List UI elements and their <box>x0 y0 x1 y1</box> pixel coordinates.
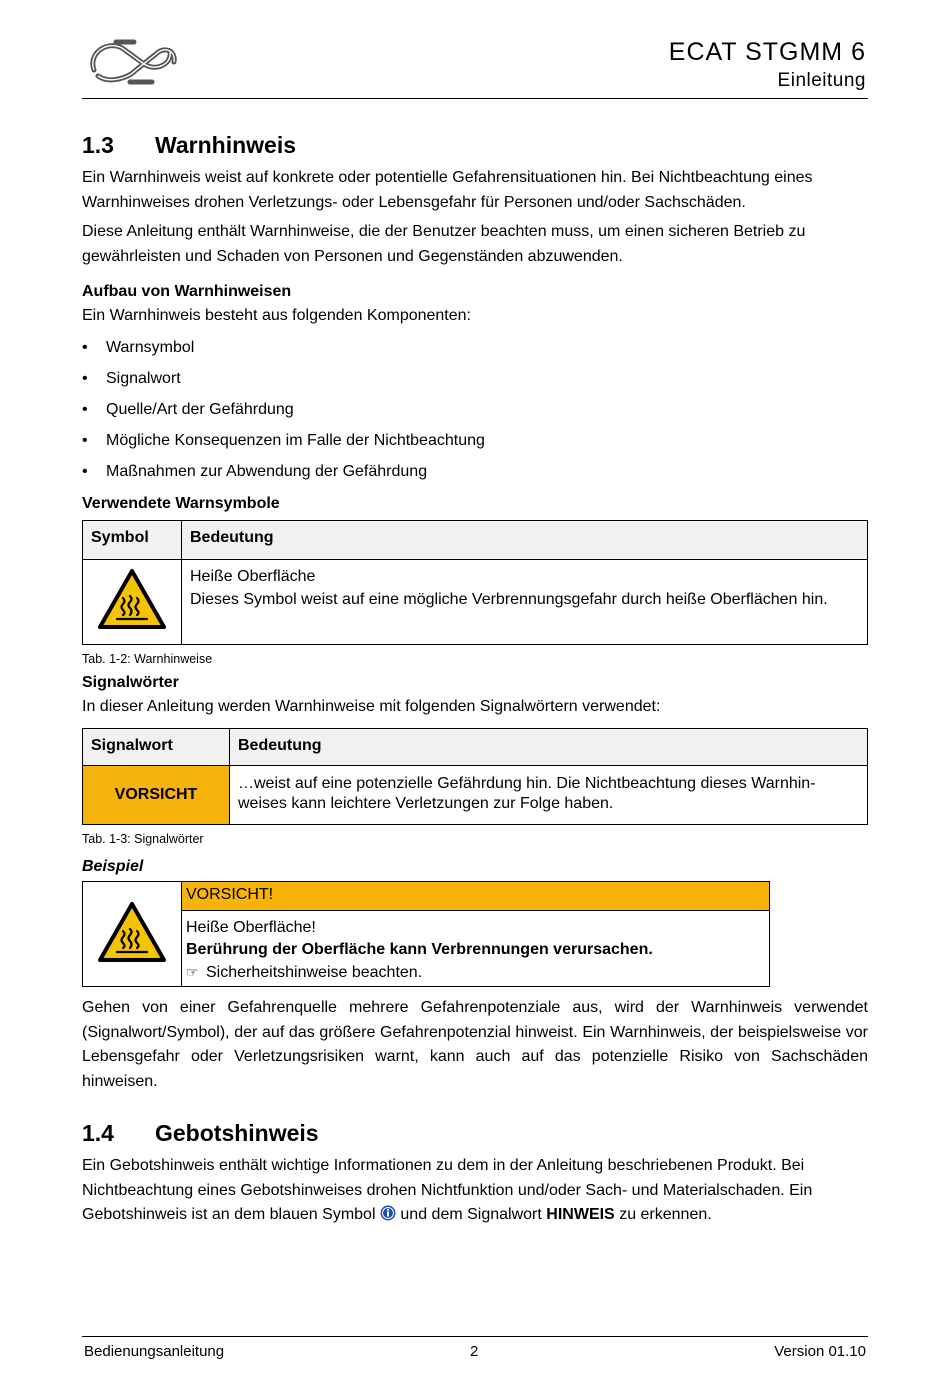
example-hazard: Heiße Oberfläche! <box>186 919 316 937</box>
table-header-signal-word: Signalwort <box>83 729 230 766</box>
example-body <box>182 911 770 987</box>
bullet-icon: • <box>82 369 88 387</box>
table-header-meaning: Bedeutung <box>182 520 868 559</box>
table-header-meaning: Bedeutung <box>230 729 868 766</box>
paragraph: Ein Warnhinweis weist auf konkrete oder potentielle Gefahrensituationen hin. Bei Nichtbeachtung eines Warnhinweises drohen Verletzungs- oder Lebensgefahr für Personen und/oder Sachschäden. <box>82 169 813 211</box>
signal-words-table <box>82 728 868 825</box>
chapter-title: Einleitung <box>777 70 866 91</box>
section-heading-1-4 <box>82 1116 868 1150</box>
paragraph: Gehen von einer Gefahrenquelle mehrere Gefahrenpotenziale aus, wird der Warnhinweis verwendet (Signalwort/Symbol), der auf das größere Gefahrenpotenzial hinweist. Ein Warnhinweis, der beispielsweise vor Lebensgefahr oder Verletzungsrisiken warnt, kann auch auf das potenzielle Risiko von Sachschäden hinweisen. <box>82 999 868 1090</box>
table-row <box>83 559 868 644</box>
symbol-description: Dieses Symbol weist auf eine mögliche Verbrennungsgefahr durch heiße Oberflächen hin. <box>190 590 828 608</box>
table-caption: Tab. 1-3: Signalwörter <box>82 832 204 847</box>
hot-surface-warning-icon <box>97 568 167 630</box>
meaning-line: …weist auf eine potenzielle Gefährdung hin. Die Nichtbeachtung dieses Warnhin- <box>238 775 816 793</box>
meaning-line: weises kann leichtere Verletzungen zur Folge haben. <box>238 795 614 813</box>
list-item: • Maßnahmen zur Abwendung der Gefährdung <box>82 456 868 487</box>
subheading-example: Beispiel <box>82 858 144 876</box>
table-header-symbol: Symbol <box>83 520 182 559</box>
page-header <box>82 30 868 99</box>
section-title: Warnhinweis <box>155 131 296 158</box>
section-heading-1-3 <box>82 128 868 162</box>
paragraph: Ein Gebotshinweis enthält wichtige Informationen zu dem in der Anleitung beschriebenen Produkt. Bei Nichtbeachtung eines Gebotshinweises drohen Nichtfunktion und/oder Sach- und Materialschaden. Ein Gebotshinweis ist an dem blauen Symbol und dem Signalwort HINWEIS zu erkennen. <box>82 1157 813 1224</box>
symbol-name: Heiße Oberfläche <box>190 567 316 585</box>
signal-keyword: HINWEIS <box>546 1206 615 1224</box>
meaning-cell <box>230 766 868 825</box>
example-consequence: Berührung der Oberfläche kann Verbrennungen verursachen. <box>186 941 653 959</box>
meaning-cell <box>182 559 868 644</box>
paragraph: In dieser Anleitung werden Warnhinweise mit folgenden Signalwörtern verwendet: <box>82 697 661 715</box>
paragraph: Diese Anleitung enthält Warnhinweise, die der Benutzer beachten muss, um einen sicheren Betrieb zu gewährleisten und Schaden von Personen und Gegenständen abzuwenden. <box>82 223 806 265</box>
subheading-symbols: Verwendete Warnsymbole <box>82 494 280 512</box>
section-number: 1.3 <box>82 131 114 158</box>
component-list <box>82 332 868 488</box>
subheading-signal-words: Signalwörter <box>82 673 179 691</box>
footer-version: Version 01.10 <box>774 1343 866 1360</box>
example-symbol-cell <box>83 882 182 987</box>
warning-example-box <box>82 881 770 987</box>
list-item: • Mögliche Konsequenzen im Falle der Nichtbeachtung <box>82 425 868 456</box>
blue-info-icon <box>380 1205 396 1221</box>
subheading-aufbau: Aufbau von Warnhinweisen <box>82 283 292 300</box>
page-footer <box>82 1336 868 1360</box>
document-title: ECAT STGMM 6 <box>668 38 866 66</box>
footer-document-type: Bedienungsanleitung <box>84 1343 225 1360</box>
symbol-cell <box>83 559 182 644</box>
signal-word-cell: VORSICHT <box>83 766 230 825</box>
section-title: Gebotshinweis <box>155 1119 319 1146</box>
bullet-icon: • <box>82 432 88 450</box>
example-signal-word: VORSICHT! <box>182 882 770 911</box>
list-item: • Signalwort <box>82 363 868 394</box>
list-item: • Warnsymbol <box>82 332 868 363</box>
table-row <box>83 766 868 825</box>
paragraph: Ein Warnhinweis besteht aus folgenden Komponenten: <box>82 307 471 324</box>
section-number: 1.4 <box>82 1119 114 1146</box>
page-content <box>82 128 868 1228</box>
bullet-icon: • <box>82 338 88 356</box>
bullet-icon: • <box>82 400 88 418</box>
bullet-icon: • <box>82 463 88 481</box>
warning-symbols-table <box>82 520 868 645</box>
example-measure: ☞ Sicherheitshinweise beachten. <box>186 961 765 984</box>
company-logo-icon <box>86 34 178 86</box>
list-item: • Quelle/Art der Gefährdung <box>82 394 868 425</box>
table-caption: Tab. 1-2: Warnhinweise <box>82 651 213 666</box>
hot-surface-warning-icon <box>97 901 167 963</box>
page-number: 2 <box>470 1343 479 1360</box>
pointing-hand-icon: ☞ <box>186 964 199 981</box>
